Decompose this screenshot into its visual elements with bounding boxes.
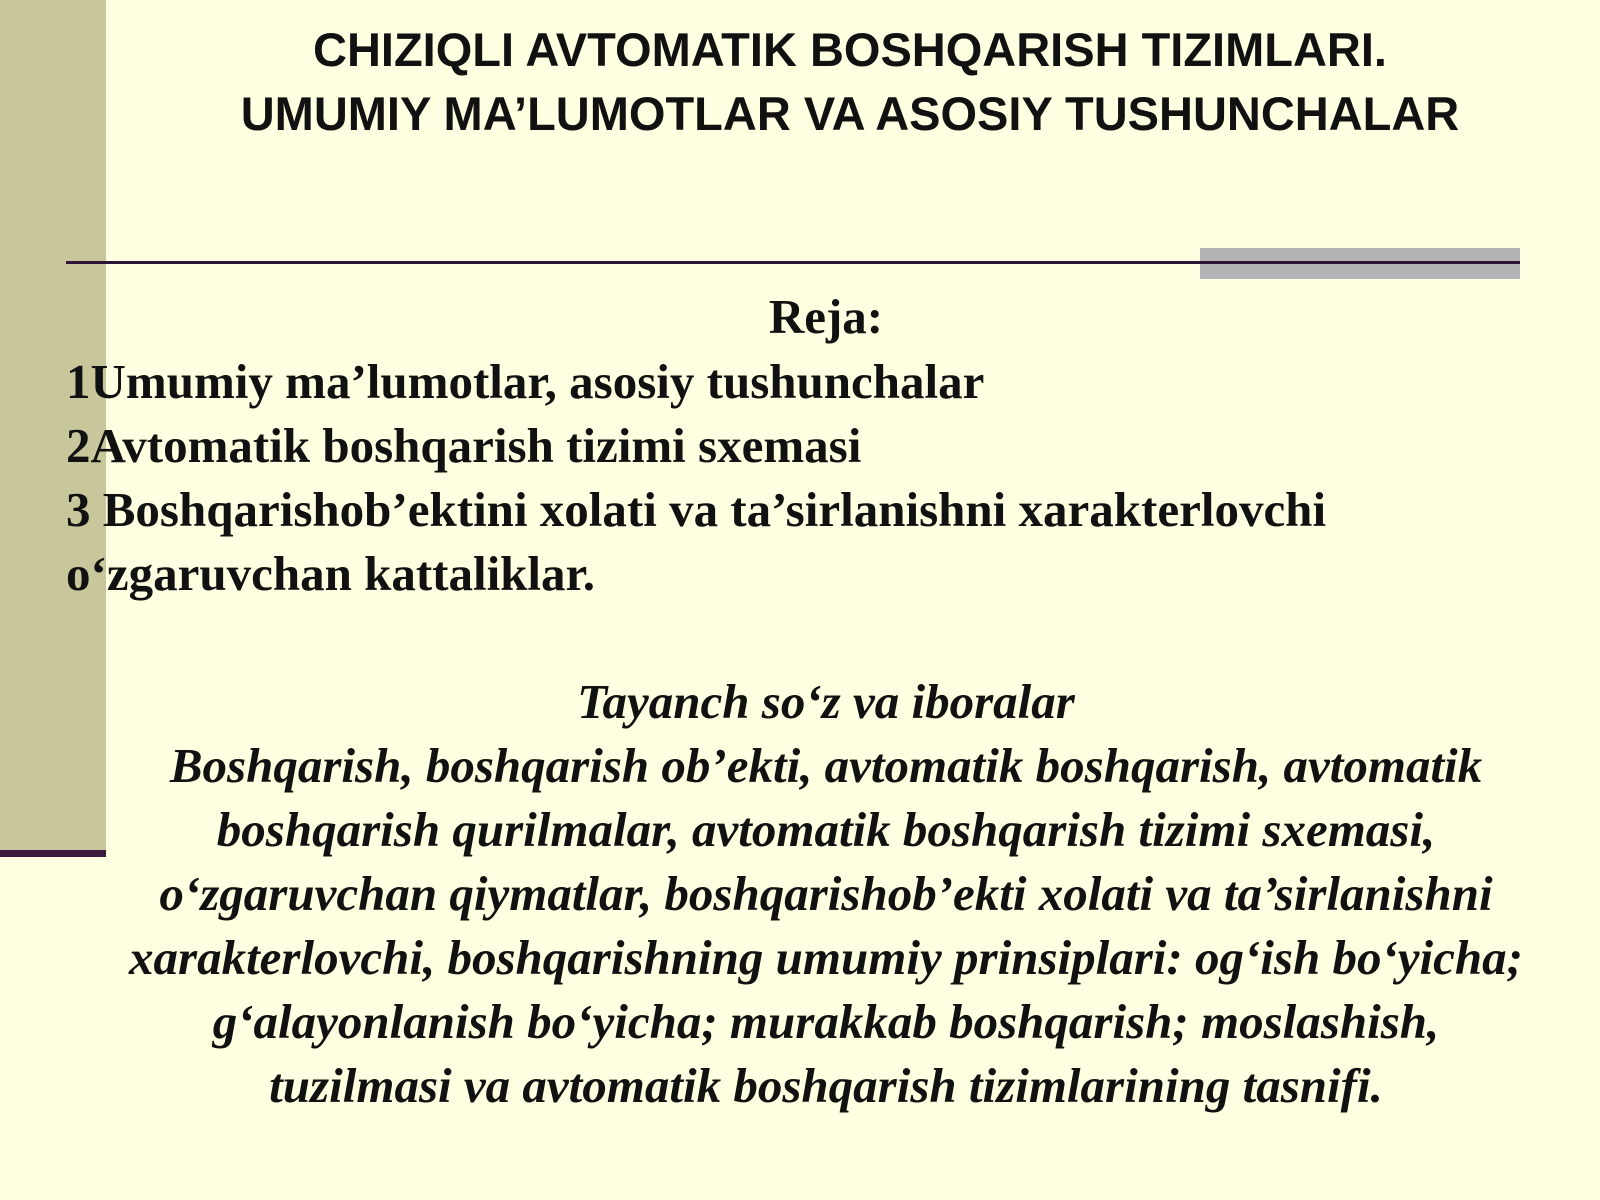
keywords-line-3: o‘zgaruvchan qiymatlar, boshqarishob’ekti xolati va ta’sirlanishni	[159, 866, 1493, 921]
divider-accent-line	[1200, 261, 1520, 264]
keywords-heading: Tayanch so‘z va iboralar	[577, 674, 1075, 729]
plan-item-3: 3 Boshqarishob’ektini xolati va ta’sirlanishni xarakterlovchi	[66, 482, 1327, 537]
keywords-line-1: Boshqarish, boshqarish ob’ekti, avtomatik boshqarish, avtomatik	[169, 738, 1483, 793]
slide-title	[120, 18, 1580, 146]
keywords-line-5: g‘alayonlanish bo‘yicha; murakkab boshqarish; moslashish,	[212, 994, 1440, 1049]
plan-heading: Reja:	[768, 289, 884, 344]
keywords-line-4: xarakterlovchi, boshqarishning umumiy prinsiplari: og‘ish bo‘yicha;	[129, 930, 1523, 985]
plan-item-3-continued: o‘zgaruvchan kattaliklar.	[66, 546, 596, 601]
keywords-paragraph	[60, 734, 1592, 1118]
plan-item-1: 1Umumiy ma’lumotlar, asosiy tushunchalar	[66, 354, 985, 409]
keywords-line-6: tuzilmasi va avtomatik boshqarish tizimlarining tasnifi.	[269, 1058, 1383, 1113]
title-line-1: CHIZIQLI AVTOMATIK BOSHQARISH TIZIMLARI.	[313, 23, 1387, 76]
keywords-line-2: boshqarish qurilmalar, avtomatik boshqarish tizimi sxemasi,	[216, 802, 1436, 857]
plan-list	[66, 350, 1586, 606]
title-line-2: UMUMIY MA’LUMOTLAR VA ASOSIY TUSHUNCHALAR	[240, 87, 1460, 140]
plan-item-2: 2Avtomatik boshqarish tizimi sxemasi	[66, 418, 862, 473]
